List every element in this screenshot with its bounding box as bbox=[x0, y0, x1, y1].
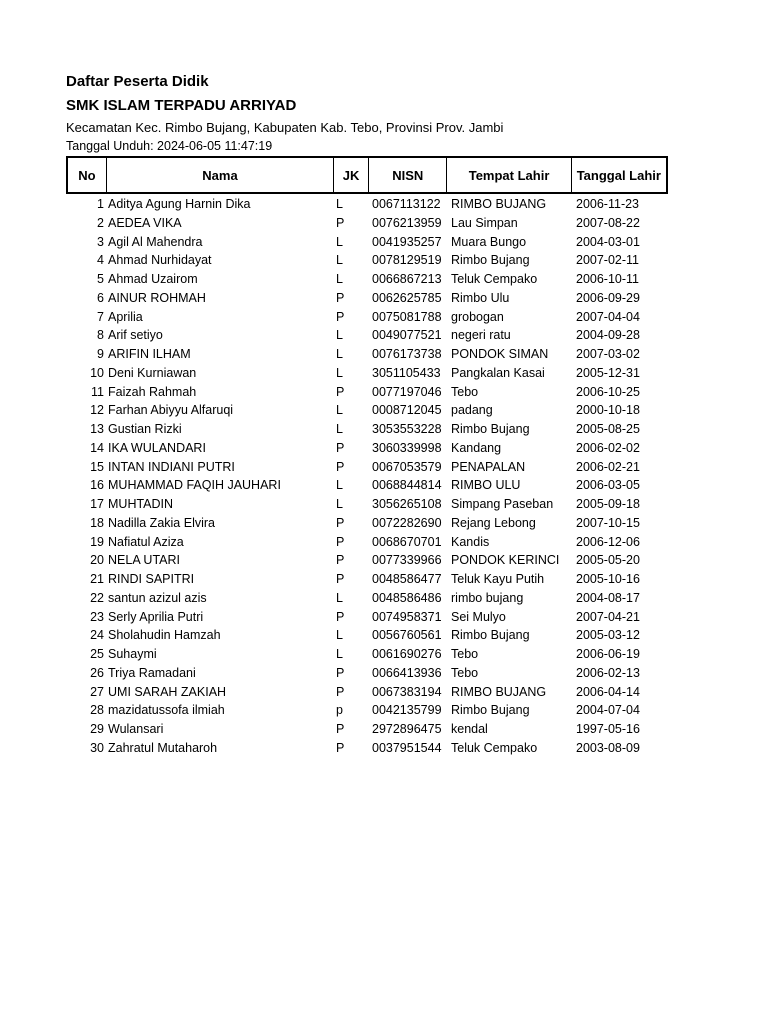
student-gender: L bbox=[336, 478, 343, 493]
student-name: Nadilla Zakia Elvira bbox=[108, 515, 215, 530]
student-nisn: 0041935257 bbox=[372, 234, 442, 249]
student-name: MUHAMMAD FAQIH JAUHARI bbox=[108, 478, 281, 493]
table-row bbox=[66, 684, 686, 703]
student-name: AINUR ROHMAH bbox=[108, 290, 206, 305]
student-nisn: 3051105433 bbox=[372, 365, 441, 380]
table-row bbox=[66, 496, 686, 515]
table-row bbox=[66, 252, 686, 271]
student-nisn: 0056760561 bbox=[372, 628, 442, 643]
birth-place: Tebo bbox=[451, 665, 479, 680]
student-name: Agil Al Mahendra bbox=[108, 234, 203, 249]
row-number: 9 bbox=[97, 347, 104, 361]
birth-date: 2007-10-15 bbox=[576, 515, 640, 530]
birth-date: 2006-04-14 bbox=[576, 684, 640, 699]
row-number: 29 bbox=[90, 722, 104, 736]
row-number: 27 bbox=[90, 684, 104, 699]
table-row bbox=[66, 477, 686, 496]
birth-date: 2006-12-06 bbox=[576, 534, 640, 549]
student-nisn: 0062625785 bbox=[372, 290, 442, 305]
birth-date: 2005-08-25 bbox=[576, 422, 640, 436]
student-nisn: 0068844814 bbox=[372, 478, 442, 493]
table-row bbox=[66, 571, 686, 590]
row-number: 21 bbox=[90, 572, 104, 586]
table-row bbox=[66, 609, 686, 628]
student-name: RINDI SAPITRI bbox=[108, 572, 195, 586]
column-header-nisn: NISN bbox=[369, 158, 447, 192]
birth-date: 2005-09-18 bbox=[576, 497, 640, 511]
birth-date: 2007-03-02 bbox=[576, 347, 640, 361]
birth-place: Rimbo Bujang bbox=[451, 422, 530, 436]
table-row bbox=[66, 196, 686, 215]
row-number: 4 bbox=[97, 253, 104, 268]
student-nisn: 0048586477 bbox=[372, 572, 442, 586]
student-gender: L bbox=[336, 197, 343, 211]
student-name: Deni Kurniawan bbox=[108, 365, 197, 380]
school-name: SMK ISLAM TERPADU ARRIYAD bbox=[66, 97, 297, 114]
birth-place: Rimbo Bujang bbox=[451, 628, 530, 643]
school-location: Kecamatan Kec. Rimbo Bujang, Kabupaten Kab. Tebo, Provinsi Prov. Jambi bbox=[66, 120, 504, 135]
student-nisn: 3060339998 bbox=[372, 440, 442, 455]
birth-date: 1997-05-16 bbox=[576, 722, 640, 736]
table-row bbox=[66, 327, 686, 346]
birth-place: PONDOK SIMAN bbox=[451, 347, 549, 361]
table-row bbox=[66, 534, 686, 553]
student-gender: P bbox=[336, 534, 345, 549]
student-gender: L bbox=[336, 497, 343, 511]
student-name: Faizah Rahmah bbox=[108, 384, 197, 399]
student-nisn: 0074958371 bbox=[372, 609, 442, 624]
birth-place: RIMBO ULU bbox=[451, 478, 521, 493]
row-number: 24 bbox=[90, 628, 104, 643]
student-gender: L bbox=[336, 234, 343, 249]
birth-place: Rejang Lebong bbox=[451, 515, 536, 530]
row-number: 1 bbox=[97, 197, 104, 211]
student-name: santun azizul azis bbox=[108, 590, 207, 605]
table-row bbox=[66, 590, 686, 609]
row-number: 11 bbox=[91, 384, 104, 399]
student-name: Sholahudin Hamzah bbox=[108, 628, 221, 643]
student-name: INTAN INDIANI PUTRI bbox=[108, 459, 235, 474]
student-gender: P bbox=[336, 440, 345, 455]
student-name: Aprilia bbox=[108, 309, 143, 324]
student-gender: P bbox=[336, 459, 345, 474]
student-gender: P bbox=[336, 309, 345, 324]
table-row bbox=[66, 627, 686, 646]
student-name: Nafiatul Aziza bbox=[108, 534, 184, 549]
download-date: Tanggal Unduh: 2024-06-05 11:47:19 bbox=[66, 139, 273, 153]
birth-place: padang bbox=[451, 403, 493, 418]
table-row bbox=[66, 402, 686, 421]
student-gender: P bbox=[336, 609, 345, 624]
student-name: Wulansari bbox=[108, 722, 164, 736]
student-nisn: 2972896475 bbox=[372, 722, 442, 736]
birth-place: grobogan bbox=[451, 309, 504, 324]
birth-place: Rimbo Bujang bbox=[451, 703, 530, 718]
table-row bbox=[66, 702, 686, 721]
row-number: 22 bbox=[90, 590, 104, 605]
student-nisn: 0066413936 bbox=[372, 665, 442, 680]
student-gender: P bbox=[336, 515, 345, 530]
student-nisn: 0008712045 bbox=[372, 403, 442, 418]
column-header-tempat-lahir: Tempat Lahir bbox=[447, 158, 571, 192]
student-name: Serly Aprilia Putri bbox=[108, 609, 204, 624]
table-row bbox=[66, 309, 686, 328]
birth-date: 2007-04-04 bbox=[576, 309, 640, 324]
birth-place: Pangkalan Kasai bbox=[451, 365, 545, 380]
birth-place: Tebo bbox=[451, 647, 479, 661]
student-name: Ahmad Nurhidayat bbox=[108, 253, 212, 268]
row-number: 5 bbox=[97, 272, 104, 286]
document-title: Daftar Peserta Didik bbox=[66, 73, 209, 90]
table-row bbox=[66, 440, 686, 459]
student-gender: L bbox=[336, 403, 343, 418]
birth-date: 2004-08-17 bbox=[576, 590, 640, 605]
birth-date: 2006-02-21 bbox=[576, 459, 640, 474]
student-nisn: 0075081788 bbox=[372, 309, 442, 324]
student-name: Farhan Abiyyu Alfaruqi bbox=[108, 403, 234, 418]
table-row bbox=[66, 646, 686, 665]
student-nisn: 0048586486 bbox=[372, 590, 442, 605]
row-number: 25 bbox=[90, 647, 104, 661]
birth-date: 2005-10-16 bbox=[576, 572, 640, 586]
table-row bbox=[66, 552, 686, 571]
student-nisn: 0049077521 bbox=[372, 328, 442, 343]
student-gender: P bbox=[336, 384, 345, 399]
column-header-tanggal-lahir: Tanggal Lahir bbox=[576, 167, 661, 183]
birth-place: kendal bbox=[451, 722, 488, 736]
student-name: Ahmad Uzairom bbox=[108, 272, 198, 286]
table-row bbox=[66, 421, 686, 440]
column-header-jk: JK bbox=[334, 158, 369, 192]
student-name: Triya Ramadani bbox=[108, 665, 196, 680]
row-number: 6 bbox=[97, 290, 104, 305]
student-gender: P bbox=[336, 740, 345, 755]
table-row bbox=[66, 365, 686, 384]
student-nisn: 0078129519 bbox=[372, 253, 442, 268]
table-row bbox=[66, 234, 686, 253]
student-nisn: 0061690276 bbox=[372, 647, 442, 661]
student-nisn: 0037951544 bbox=[372, 740, 442, 755]
row-number: 3 bbox=[97, 234, 104, 249]
table-row bbox=[66, 721, 686, 740]
student-gender: L bbox=[336, 422, 343, 436]
row-number: 30 bbox=[90, 740, 104, 755]
birth-place: rimbo bujang bbox=[451, 590, 524, 605]
student-gender: P bbox=[336, 290, 345, 305]
student-name: NELA UTARI bbox=[108, 553, 181, 568]
student-nisn: 0068670701 bbox=[372, 534, 442, 549]
birth-place: Teluk Kayu Putih bbox=[451, 572, 545, 586]
row-number: 26 bbox=[90, 665, 104, 680]
row-number: 18 bbox=[90, 515, 104, 530]
student-name: Zahratul Mutaharoh bbox=[108, 740, 218, 755]
student-gender: L bbox=[336, 628, 343, 643]
student-nisn: 0042135799 bbox=[372, 703, 442, 718]
table-row bbox=[66, 459, 686, 478]
student-table-body bbox=[66, 196, 686, 759]
table-header bbox=[66, 156, 668, 194]
birth-place: Rimbo Ulu bbox=[451, 290, 510, 305]
student-name: AEDEA VIKA bbox=[108, 215, 182, 230]
student-name: Gustian Rizki bbox=[108, 422, 182, 436]
table-row bbox=[66, 515, 686, 534]
table-row bbox=[66, 271, 686, 290]
student-gender: P bbox=[336, 684, 345, 699]
table-row bbox=[66, 290, 686, 309]
student-nisn: 0077339966 bbox=[372, 553, 442, 568]
row-number: 20 bbox=[90, 553, 104, 568]
student-name: ARIFIN ILHAM bbox=[108, 347, 191, 361]
student-gender: L bbox=[336, 590, 343, 605]
birth-date: 2004-07-04 bbox=[576, 703, 640, 718]
student-nisn: 3053553228 bbox=[372, 422, 442, 436]
student-gender: L bbox=[336, 347, 343, 361]
birth-place: RIMBO BUJANG bbox=[451, 197, 547, 211]
student-name: IKA WULANDARI bbox=[108, 440, 206, 455]
birth-date: 2006-03-05 bbox=[576, 478, 640, 493]
table-row bbox=[66, 346, 686, 365]
row-number: 19 bbox=[90, 534, 104, 549]
birth-place: Kandis bbox=[451, 534, 490, 549]
birth-place: Simpang Paseban bbox=[451, 497, 554, 511]
column-header-no: No bbox=[68, 158, 107, 192]
student-gender: L bbox=[336, 253, 343, 268]
birth-place: PONDOK KERINCI bbox=[451, 553, 560, 568]
row-number: 12 bbox=[90, 403, 104, 418]
birth-date: 2006-02-02 bbox=[576, 440, 640, 455]
student-nisn: 0072282690 bbox=[372, 515, 442, 530]
birth-date: 2004-03-01 bbox=[576, 234, 640, 249]
row-number: 10 bbox=[90, 365, 104, 380]
student-gender: P bbox=[336, 665, 345, 680]
student-gender: P bbox=[336, 215, 345, 230]
student-gender: p bbox=[336, 703, 343, 718]
table-row bbox=[66, 740, 686, 759]
birth-place: Muara Bungo bbox=[451, 234, 527, 249]
birth-date: 2006-06-19 bbox=[576, 647, 640, 661]
birth-date: 2007-02-11 bbox=[576, 253, 640, 268]
student-nisn: 0076213959 bbox=[372, 215, 442, 230]
student-name: mazidatussofa ilmiah bbox=[108, 703, 225, 718]
student-gender: P bbox=[336, 722, 345, 736]
row-number: 14 bbox=[90, 440, 104, 455]
student-gender: L bbox=[336, 365, 343, 380]
birth-date: 2004-09-28 bbox=[576, 328, 640, 343]
birth-place: Tebo bbox=[451, 384, 479, 399]
student-nisn: 0066867213 bbox=[372, 272, 442, 286]
table-row bbox=[66, 665, 686, 684]
table-row bbox=[66, 384, 686, 403]
birth-place: PENAPALAN bbox=[451, 459, 526, 474]
student-name: MUHTADIN bbox=[108, 497, 174, 511]
birth-place: Rimbo Bujang bbox=[451, 253, 530, 268]
birth-date: 2006-09-29 bbox=[576, 290, 640, 305]
student-name: Arif setiyo bbox=[108, 328, 163, 343]
birth-place: Lau Simpan bbox=[451, 215, 518, 230]
student-gender: L bbox=[336, 647, 343, 661]
row-number: 17 bbox=[90, 497, 104, 511]
table-row bbox=[66, 215, 686, 234]
birth-date: 2006-10-11 bbox=[576, 272, 640, 286]
row-number: 16 bbox=[90, 478, 104, 493]
student-gender: L bbox=[336, 272, 343, 286]
student-name: Aditya Agung Harnin Dika bbox=[108, 197, 251, 211]
birth-place: Teluk Cempako bbox=[451, 740, 538, 755]
row-number: 15 bbox=[90, 459, 104, 474]
row-number: 28 bbox=[90, 703, 104, 718]
column-header-nama: Nama bbox=[107, 158, 334, 192]
row-number: 13 bbox=[90, 422, 104, 436]
birth-date: 2003-08-09 bbox=[576, 740, 640, 755]
student-name: UMI SARAH ZAKIAH bbox=[108, 684, 227, 699]
student-nisn: 0077197046 bbox=[372, 384, 442, 399]
row-number: 8 bbox=[97, 328, 104, 343]
birth-date: 2000-10-18 bbox=[576, 403, 640, 418]
birth-date: 2006-11-23 bbox=[576, 197, 640, 211]
row-number: 2 bbox=[97, 215, 104, 230]
birth-date: 2005-03-12 bbox=[576, 628, 640, 643]
row-number: 23 bbox=[90, 609, 104, 624]
student-nisn: 0067053579 bbox=[372, 459, 442, 474]
birth-date: 2007-04-21 bbox=[576, 609, 640, 624]
student-name: Suhaymi bbox=[108, 647, 157, 661]
student-nisn: 0076173738 bbox=[372, 347, 442, 361]
birth-place: Teluk Cempako bbox=[451, 272, 538, 286]
birth-place: negeri ratu bbox=[451, 328, 511, 343]
birth-date: 2007-08-22 bbox=[576, 215, 640, 230]
student-gender: L bbox=[336, 328, 343, 343]
student-gender: P bbox=[336, 553, 345, 568]
birth-place: Sei Mulyo bbox=[451, 609, 506, 624]
birth-place: RIMBO BUJANG bbox=[451, 684, 547, 699]
birth-date: 2005-12-31 bbox=[576, 365, 640, 380]
birth-date: 2006-02-13 bbox=[576, 665, 640, 680]
row-number: 7 bbox=[97, 309, 104, 324]
student-nisn: 0067383194 bbox=[372, 684, 442, 699]
student-nisn: 0067113122 bbox=[372, 197, 441, 211]
birth-date: 2006-10-25 bbox=[576, 384, 640, 399]
student-nisn: 3056265108 bbox=[372, 497, 442, 511]
birth-place: Kandang bbox=[451, 440, 502, 455]
student-gender: P bbox=[336, 572, 345, 586]
birth-date: 2005-05-20 bbox=[576, 553, 640, 568]
